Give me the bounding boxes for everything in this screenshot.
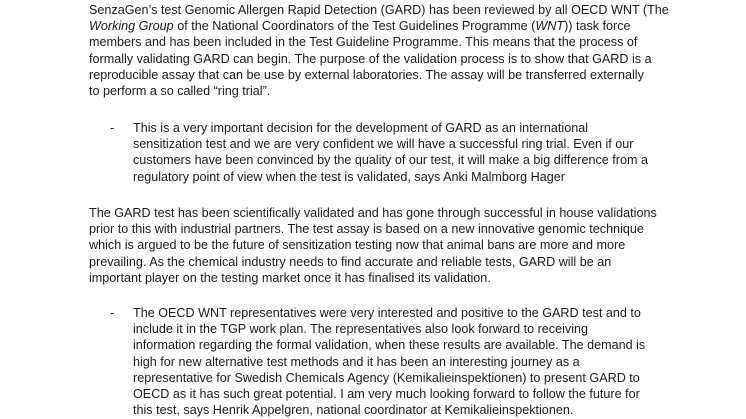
quote-henrik <box>133 305 713 418</box>
paragraph-line: to perform a so called “ring trial”. <box>89 84 271 99</box>
quote-line: information regarding the formal validation, when these results are available. The demand is <box>133 338 646 353</box>
paragraph-line: prevailing. As the chemical industry needs to find accurate and reliable tests, GARD will be an <box>89 254 612 269</box>
paragraph-intro <box>89 2 679 99</box>
paragraph-line: members and has been included in the Test Guideline Programme. This means that the process of <box>89 35 638 50</box>
quote-line: include it in the TGP work plan. The representatives also look forward to receiving <box>133 322 589 337</box>
paragraph-line: SenzaGen’s test Genomic Allergen Rapid Detection (GARD) has been reviewed by all OECD WNT (The <box>89 3 669 17</box>
quote-line: high for new alternative test methods and it has been an interesting journey as a <box>133 354 580 369</box>
quote-line: regulatory point of view when the test is validated, says Anki Malmborg Hager <box>133 169 565 184</box>
quote-line: customers have been convinced by the quality of our test, it will make a big difference from a <box>133 153 648 168</box>
quote-line: sensitization test and we are very confident we will have a successful ring trial. Even if our <box>133 137 634 152</box>
paragraph-line: reproducible assay that can be use by external laboratories. The assay will be transferred externally <box>89 67 644 82</box>
italic-text: Working Group <box>89 19 174 34</box>
paragraph-line: The GARD test has been scientifically validated and has gone through successful in house validations <box>89 206 657 220</box>
bullet-dash: - <box>110 306 115 320</box>
quote-anki <box>133 120 713 185</box>
paragraph-line: which is argued to be the future of sensitization testing now that animal bans are more and more <box>89 238 626 253</box>
paragraph-text: )) task force <box>564 19 631 34</box>
bullet-dash: - <box>110 121 115 135</box>
quote-line: representative for Swedish Chemicals Agency (Kemikalieinspektionen) to present GARD to <box>133 370 640 385</box>
quote-line: OECD as it has such great potential. I am very much looking forward to follow the future for <box>133 387 640 402</box>
paragraph-line: prior to this with industrial partners. The test assay is based on a new innovative genomic technique <box>89 222 644 237</box>
paragraph-line: formally validating GARD can begin. The purpose of the validation process is to show that GARD is a <box>89 51 652 66</box>
quote-line: The OECD WNT representatives were very interested and positive to the GARD test and to <box>133 306 641 320</box>
italic-text: WNT <box>535 19 565 34</box>
paragraph-line <box>89 18 679 34</box>
paragraph-text: of the National Coordinators of the Test Guidelines Programme ( <box>173 19 536 34</box>
paragraph-line: important player on the testing market once it has finalised its validation. <box>89 270 491 285</box>
paragraph-validation <box>89 205 679 286</box>
quote-line: this test, says Henrik Appelgren, national coordinator at Kemikalieinspektionen. <box>133 403 574 418</box>
quote-line: This is a very important decision for the development of GARD as an international <box>133 121 588 135</box>
